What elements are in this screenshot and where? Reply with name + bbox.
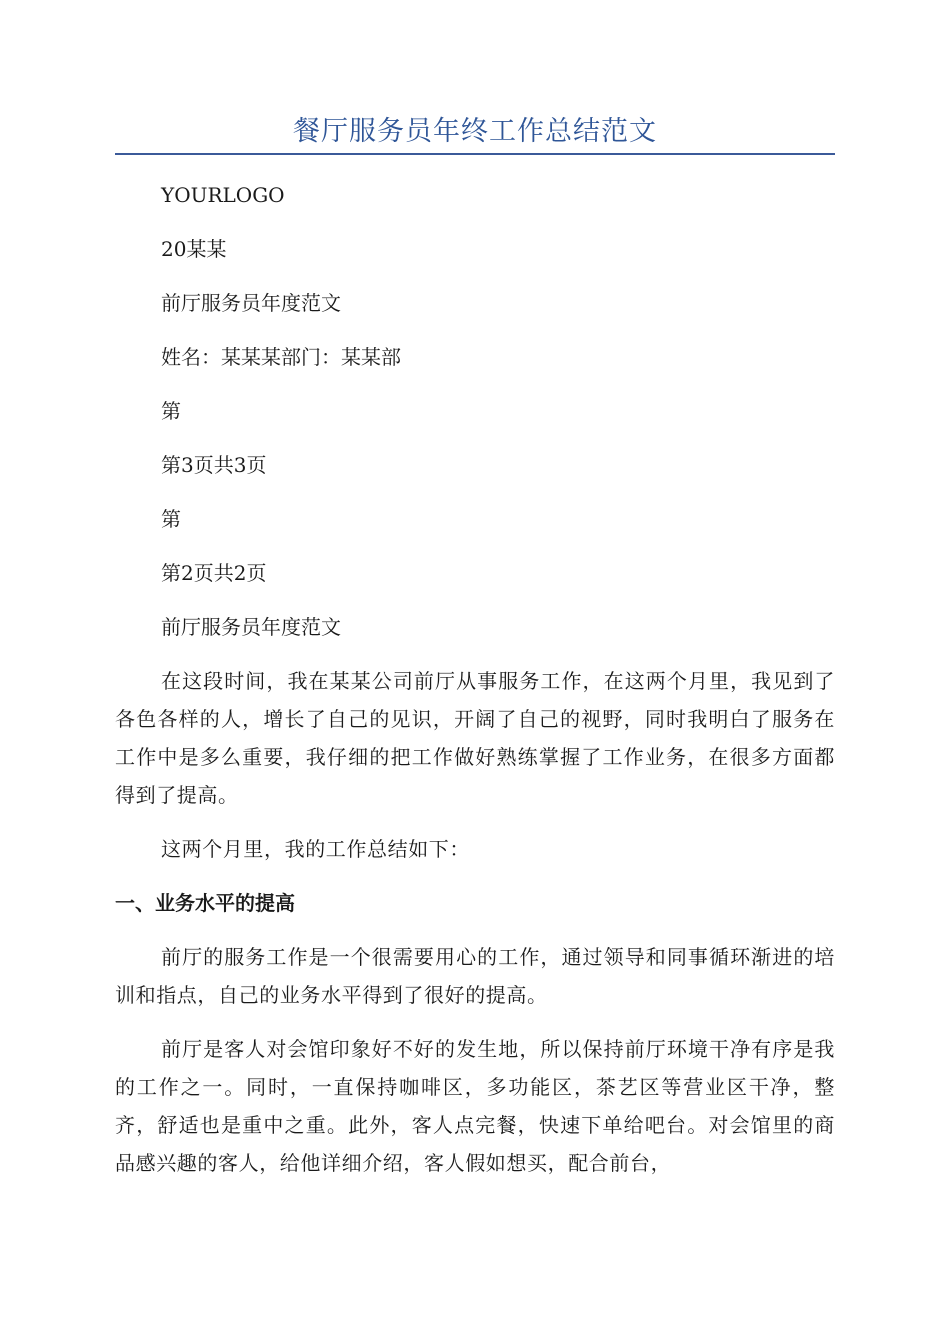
- page-count-line: 第2页共2页: [161, 561, 267, 585]
- summary-lead-paragraph: 这两个月里，我的工作总结如下：: [161, 837, 470, 861]
- year-line: 20某某: [161, 237, 227, 261]
- subtitle-line: 前厅服务员年度范文: [161, 615, 341, 639]
- document-body: [115, 176, 835, 1198]
- subtitle-line: 前厅服务员年度范文: [161, 291, 341, 315]
- page-marker-line: 第: [161, 399, 181, 423]
- intro-paragraph: 在这段时间，我在某某公司前厅从事服务工作，在这两个月里，我见到了各色各样的人，增长了自己的见识，开阔了自己的视野，同时我明白了服务在工作中是多么重要，我仔细的把工作做好熟练掌握了工作业务，在很多方面都得到了提高。: [115, 669, 835, 807]
- document-title: 餐厅服务员年终工作总结范文: [293, 116, 657, 147]
- page-marker-line: 第: [161, 507, 181, 531]
- name-department-line: 姓名：某某某部门：某某部: [161, 345, 401, 369]
- body-paragraph: 前厅的服务工作是一个很需要用心的工作，通过领导和同事循环渐进的培训和指点，自己的业务水平得到了很好的提高。: [115, 945, 835, 1007]
- logo-placeholder-text: YOURLOGO: [161, 183, 285, 207]
- body-paragraph: 前厅是客人对会馆印象好不好的发生地，所以保持前厅环境干净有序是我的工作之一。同时，一直保持咖啡区，多功能区，茶艺区等营业区干净，整齐，舒适也是重中之重。此外，客人点完餐，快速下单给吧台。对会馆里的商品感兴趣的客人，给他详细介绍，客人假如想买，配合前台，: [115, 1037, 835, 1175]
- section-heading: 一、业务水平的提高: [115, 891, 295, 915]
- page-count-line: 第3页共3页: [161, 453, 267, 477]
- title-underline: [115, 153, 835, 155]
